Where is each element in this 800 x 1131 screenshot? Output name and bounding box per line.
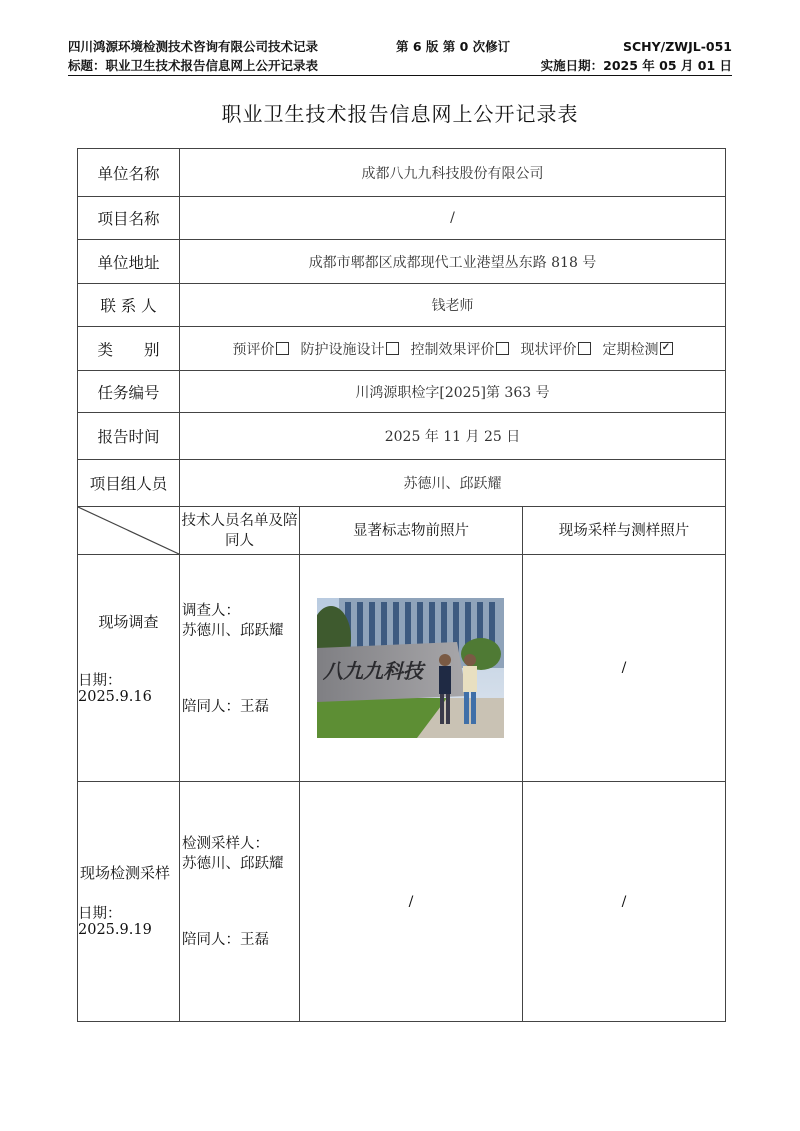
diagonal-line	[78, 507, 179, 554]
col-landmark-header: 显著标志物前照片	[300, 507, 523, 555]
row-field-sampling	[78, 782, 726, 1022]
row-category	[78, 327, 726, 371]
empty-box-icon	[276, 342, 289, 355]
team-label: 项目组人员	[78, 460, 180, 507]
category-option-label: 预评价	[232, 341, 275, 358]
empty-box-icon	[496, 342, 509, 355]
category-option	[603, 342, 673, 358]
address-label: 单位地址	[78, 240, 180, 284]
sampling-escort	[182, 930, 269, 950]
row-team	[78, 460, 726, 507]
survey-escort-name: 王磊	[240, 699, 269, 715]
survey-sampling-photo-cell: /	[523, 555, 726, 782]
address-value: 成都市郫都区成都现代工业港望丛东路 818 号	[180, 240, 726, 284]
contact-value: 钱老师	[180, 284, 726, 327]
col-sampling-header: 现场采样与测样照片	[523, 507, 726, 555]
category-option	[301, 342, 399, 358]
sampling-sampling-photo-cell: /	[523, 782, 726, 1022]
project-name-value: /	[180, 197, 726, 240]
investigator-names: 苏德川、邱跃耀	[182, 623, 284, 639]
company-record-title: 四川鸿源环境检测技术咨询有限公司技术记录	[68, 39, 319, 54]
unit-name-value: 成都八九九科技股份有限公司	[180, 149, 726, 197]
category-option	[411, 342, 509, 358]
sampler-label: 检测采样人：	[182, 836, 269, 852]
sampler-names: 苏德川、邱跃耀	[182, 856, 284, 872]
contact-label: 联 系 人	[78, 284, 180, 327]
row-project-name	[78, 197, 726, 240]
survey-landmark-photo-cell	[300, 555, 523, 782]
col-staff-header: 技术人员名单及陪同人	[180, 507, 300, 555]
survey-escort-label: 陪同人：	[182, 699, 240, 715]
survey-date: 2025.9.16	[78, 689, 152, 705]
category-option-label: 防护设施设计	[300, 341, 385, 358]
sampling-date-label: 日期：	[78, 906, 122, 922]
survey-label: 现场调查	[98, 613, 159, 631]
sampling-label: 现场检测采样	[80, 864, 171, 882]
category-label: 类 别	[78, 327, 180, 371]
empty-box-icon	[386, 342, 399, 355]
category-option-label: 现状评价	[520, 341, 577, 358]
empty-box-icon	[578, 342, 591, 355]
sampling-date: 2025.9.19	[78, 922, 152, 938]
sampling-staff-cell	[180, 782, 300, 1022]
doc-subject: 标题：职业卫生技术报告信息网上公开记录表	[68, 58, 319, 73]
survey-staff-cell	[180, 555, 300, 782]
photo-table-header	[78, 507, 726, 555]
record-table	[77, 148, 726, 1022]
sampling-escort-name: 王磊	[240, 932, 269, 948]
category-option	[521, 342, 591, 358]
landmark-photo-image	[317, 598, 504, 738]
task-no-label: 任务编号	[78, 371, 180, 413]
row-contact	[78, 284, 726, 327]
sampling-landmark-photo-cell: /	[300, 782, 523, 1022]
category-option-label: 定期检测	[602, 341, 659, 358]
survey-label-cell	[78, 555, 180, 782]
row-field-survey	[78, 555, 726, 782]
survey-date-label: 日期：	[78, 673, 122, 689]
row-unit-name	[78, 149, 726, 197]
team-value: 苏德川、邱跃耀	[180, 460, 726, 507]
task-no-value: 川鸿源职检字[2025]第 363 号	[180, 371, 726, 413]
category-options	[180, 327, 726, 371]
category-option	[233, 342, 289, 358]
diagonal-header-cell	[78, 507, 180, 555]
row-task-no	[78, 371, 726, 413]
doc-code: SCHY/ZWJL-051	[622, 39, 732, 54]
page-title: 职业卫生技术报告信息网上公开记录表	[221, 102, 579, 126]
effective-date: 实施日期：2025 年 05 月 01 日	[540, 58, 732, 73]
version-text: 第 6 版 第 0 次修订	[396, 39, 511, 54]
row-address	[78, 240, 726, 284]
report-time-value: 2025 年 11 月 25 日	[180, 413, 726, 460]
category-option-label: 控制效果评价	[410, 341, 495, 358]
investigator-label: 调查人：	[182, 603, 240, 619]
row-report-time	[78, 413, 726, 460]
landmark-photo	[317, 598, 504, 738]
project-name-label: 项目名称	[78, 197, 180, 240]
unit-name-label: 单位名称	[78, 149, 180, 197]
sampling-escort-label: 陪同人：	[182, 932, 240, 948]
sampling-label-cell	[78, 782, 180, 1022]
survey-escort	[182, 697, 269, 717]
checked-box-icon	[660, 342, 673, 355]
sign-text: 八九九科技	[323, 659, 423, 683]
report-time-label: 报告时间	[78, 413, 180, 460]
header-divider	[68, 75, 732, 76]
